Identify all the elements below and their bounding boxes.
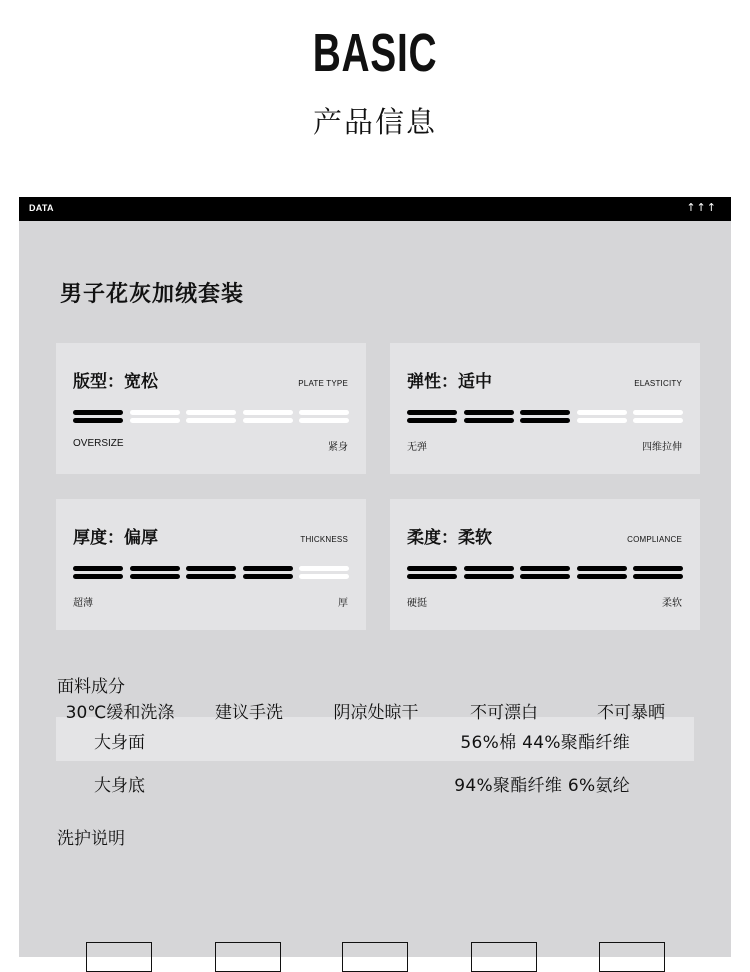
- care-symbol-icon: [599, 942, 665, 972]
- arrow-up-icons: ↑↑↑: [686, 201, 717, 214]
- card-english-label: ELASTICITY: [634, 379, 682, 388]
- level-segment-filled: [73, 409, 123, 425]
- card-title: 厚度：偏厚: [73, 528, 158, 548]
- level-segment-filled: [407, 409, 457, 425]
- care-symbol-icon: [86, 942, 152, 972]
- care-symbol-icon: [471, 942, 537, 972]
- level-segment-filled: [464, 409, 514, 425]
- care-instruction: 不可暴晒: [597, 703, 665, 723]
- care-instruction: 建议手洗: [215, 703, 283, 723]
- level-segment-filled: [577, 565, 627, 581]
- fabric-section-title: 面料成分: [57, 677, 125, 697]
- level-segment-empty: [577, 409, 627, 425]
- level-segment-empty: [130, 409, 180, 425]
- attribute-card-compliance: [390, 499, 700, 630]
- level-segment-empty: [186, 409, 236, 425]
- level-scale: [407, 409, 683, 425]
- card-english-label: PLATE TYPE: [298, 379, 348, 388]
- scale-max-label: 紧身: [328, 442, 348, 453]
- level-segment-filled: [186, 565, 236, 581]
- attribute-card-thickness: [56, 499, 366, 630]
- care-section-title: 洗护说明: [57, 829, 125, 849]
- panel-bar-label: DATA: [29, 203, 54, 213]
- level-segment-empty: [243, 409, 293, 425]
- card-title: 弹性：适中: [407, 372, 492, 392]
- care-instruction: 30℃缓和洗涤: [65, 703, 175, 723]
- level-segment-filled: [520, 565, 570, 581]
- fabric-part: 大身底: [94, 776, 145, 796]
- attribute-card-plate-type: [56, 343, 366, 474]
- card-english-label: COMPLIANCE: [627, 535, 682, 544]
- level-segment-empty: [299, 565, 349, 581]
- fabric-row: [56, 717, 694, 761]
- fabric-composition: 56%棉 44%聚酯纤维: [460, 733, 630, 753]
- product-name: 男子花灰加绒套装: [60, 282, 245, 307]
- hero-subtitle: 产品信息: [312, 105, 437, 139]
- product-data-panel: [19, 197, 731, 957]
- panel-header-bar: [19, 197, 731, 221]
- care-symbol-icon: [342, 942, 408, 972]
- level-scale: [73, 409, 349, 425]
- level-segment-empty: [299, 409, 349, 425]
- level-segment-filled: [130, 565, 180, 581]
- scale-min-label: 超薄: [73, 598, 93, 609]
- hero-title: BASIC: [312, 23, 438, 83]
- scale-max-label: 柔软: [662, 598, 682, 609]
- fabric-composition: 94%聚酯纤维 6%氨纶: [454, 776, 630, 796]
- fabric-part: 大身面: [94, 733, 145, 753]
- level-segment-filled: [633, 565, 683, 581]
- scale-max-label: 四维拉伸: [642, 442, 682, 453]
- level-segment-filled: [73, 565, 123, 581]
- level-segment-filled: [243, 565, 293, 581]
- scale-min-label: OVERSIZE: [73, 438, 124, 449]
- level-segment-filled: [407, 565, 457, 581]
- scale-max-label: 厚: [338, 598, 348, 609]
- card-english-label: THICKNESS: [300, 535, 348, 544]
- level-segment-filled: [464, 565, 514, 581]
- level-scale: [73, 565, 349, 581]
- card-title: 版型：宽松: [73, 372, 158, 392]
- level-segment-filled: [520, 409, 570, 425]
- level-scale: [407, 565, 683, 581]
- care-symbol-icon: [215, 942, 281, 972]
- attribute-card-elasticity: [390, 343, 700, 474]
- fabric-row: [56, 760, 694, 804]
- scale-min-label: 硬挺: [407, 598, 427, 609]
- card-title: 柔度：柔软: [407, 528, 492, 548]
- scale-min-label: 无弹: [407, 442, 427, 453]
- care-instruction: 不可漂白: [470, 703, 538, 723]
- level-segment-empty: [633, 409, 683, 425]
- care-instruction: 阴凉处晾干: [333, 703, 419, 723]
